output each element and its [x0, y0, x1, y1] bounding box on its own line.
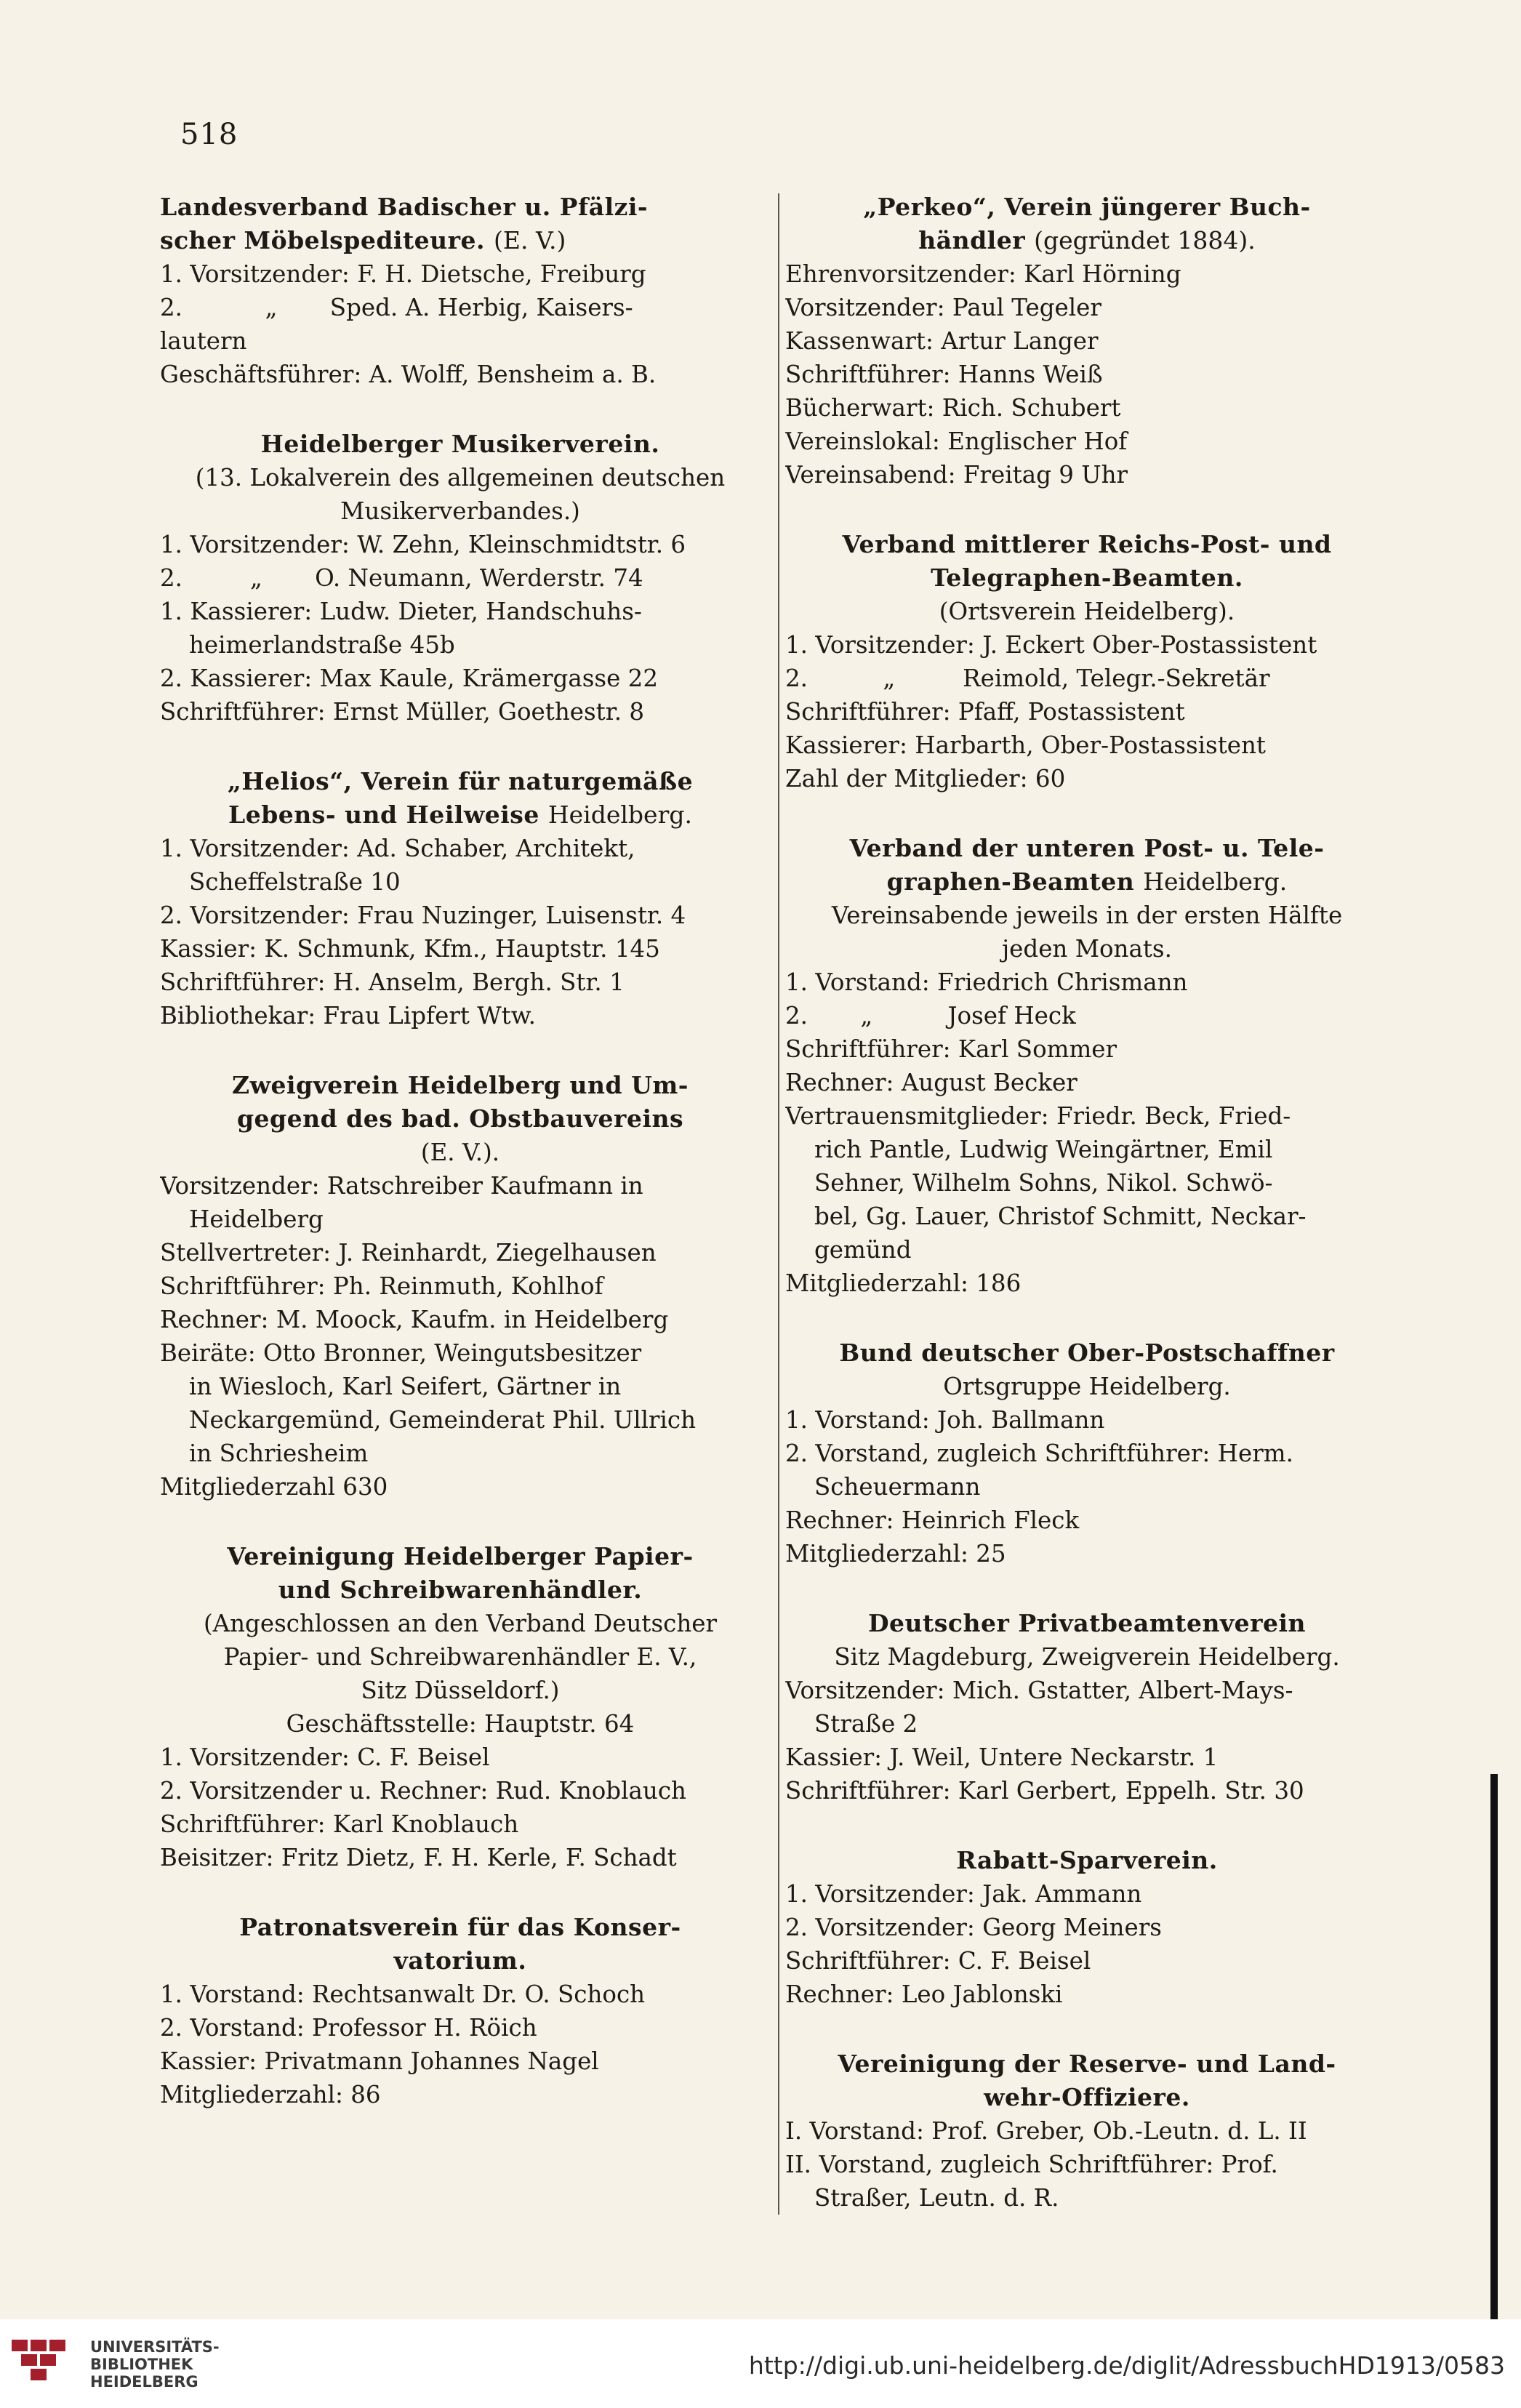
entry-line: Vereinslokal: Englischer Hof — [785, 428, 1128, 455]
entry-line: Bücherwart: Rich. Schubert — [785, 394, 1121, 422]
entry-line: 1. Vorsitzender: W. Zehn, Kleinschmidtstr. 6 — [160, 531, 686, 558]
entry-title: „Helios“, Verein für naturgemäße — [227, 767, 694, 795]
entry-line: Sehner, Wilhelm Sohns, Nikol. Schwö- — [814, 1169, 1273, 1197]
library-logo-icon — [12, 2340, 77, 2391]
entry-line: in Wiesloch, Karl Seifert, Gärtner in — [189, 1373, 622, 1400]
entry-line: 1. Vorstand: Joh. Ballmann — [785, 1406, 1105, 1434]
entry-subtitle: (Angeschlossen an den Verband Deutscher — [203, 1610, 718, 1637]
entry-line: 1. Vorsitzender: Ad. Schaber, Architekt, — [160, 835, 635, 862]
entry-line: Kassier: K. Schmunk, Kfm., Hauptstr. 145 — [160, 935, 660, 963]
entry-line: Schriftführer: C. F. Beisel — [785, 1947, 1091, 1975]
entry-subtitle: Vereinsabende jeweils in der ersten Hälfte — [831, 902, 1343, 929]
entry-line: 1. Vorsitzender: F. H. Dietsche, Freiburg — [160, 260, 646, 288]
entry-block — [160, 1540, 760, 1874]
entry-line: 2. „ Sped. A. Herbig, Kaisers- — [160, 294, 633, 321]
entry-title: Verband der unteren Post- u. Tele- — [849, 834, 1325, 862]
entry-title-note: (E. V.) — [494, 226, 566, 254]
entry-title: Rabatt-Sparverein. — [956, 1846, 1218, 1874]
library-name — [90, 2338, 220, 2391]
entry-line: Scheuermann — [814, 1473, 981, 1501]
entry-title-text: graphen-Beamten — [886, 867, 1135, 896]
entry-title-cont — [160, 798, 760, 832]
entry-subtitle: Papier- und Schreibwarenhändler E. V., — [223, 1643, 697, 1671]
entry-line: 1. Vorstand: Rechtsanwalt Dr. O. Schoch — [160, 1980, 646, 2008]
entry-subtitle: Geschäftsstelle: Hauptstr. 64 — [286, 1710, 635, 1738]
entry-line: Schriftführer: Karl Gerbert, Eppelh. Str. 30 — [785, 1777, 1304, 1805]
entry-block — [160, 428, 760, 729]
entry-line: Schriftführer: Karl Sommer — [785, 1035, 1117, 1063]
entry-line: 2. Vorsitzender: Frau Nuzinger, Luisenstr. 4 — [160, 902, 686, 929]
entry-line: Kassier: Privatmann Johannes Nagel — [160, 2047, 599, 2075]
entry-line: Schriftführer: Ernst Müller, Goethestr. 8 — [160, 698, 645, 726]
entry-subtitle: (Ortsverein Heidelberg). — [939, 598, 1235, 625]
entry-line: in Schriesheim — [189, 1440, 369, 1467]
entry-title-text: scher Möbelspediteure. — [160, 226, 486, 254]
entry-line: Mitgliederzahl: 186 — [785, 1269, 1022, 1297]
entry-line: Vorsitzender: Paul Tegeler — [785, 294, 1101, 321]
entry-block — [785, 832, 1389, 1300]
entry-line: 1. Vorstand: Friedrich Chrismann — [785, 968, 1188, 996]
entry-line: Neckargemünd, Gemeinderat Phil. Ullrich — [189, 1406, 697, 1434]
entry-line: 1. Vorsitzender: J. Eckert Ober-Postassistent — [785, 631, 1317, 659]
entry-title: Vereinigung der Reserve- und Land- — [838, 2050, 1336, 2078]
entry-line: Beiräte: Otto Bronner, Weingutsbesitzer — [160, 1339, 642, 1367]
entry-title: „Perkeo“, Verein jüngerer Buch- — [863, 193, 1311, 221]
page-edge-shadow — [1490, 1774, 1498, 2327]
entry-line: Mitgliederzahl: 86 — [160, 2081, 381, 2108]
entry-line: Straßer, Leutn. d. R. — [814, 2184, 1059, 2212]
entry-line: Heidelberg — [189, 1205, 324, 1233]
entry-line: Scheffelstraße 10 — [189, 868, 401, 896]
entry-title — [160, 190, 760, 224]
library-name-line: HEIDELBERG — [90, 2373, 198, 2391]
entry-title-note: Heidelberg. — [547, 800, 692, 829]
entry-title-cont — [160, 224, 760, 257]
entry-title-note: (gegründet 1884). — [1034, 226, 1256, 254]
entry-line: Zahl der Mitglieder: 60 — [785, 765, 1066, 792]
entry-title: Zweigverein Heidelberg und Um- — [232, 1071, 689, 1099]
entry-line: rich Pantle, Ludwig Weingärtner, Emil — [814, 1136, 1273, 1163]
entry-line: 2. Kassierer: Max Kaule, Krämergasse 22 — [160, 665, 658, 692]
entry-line: 2. „ Josef Heck — [785, 1002, 1076, 1030]
library-name-line: BIBLIOTHEK — [90, 2356, 193, 2373]
entry-subtitle: (E. V.). — [420, 1139, 500, 1166]
entry-subtitle: Sitz Düsseldorf.) — [361, 1677, 560, 1704]
entry-title: Verband mittlerer Reichs-Post- und — [842, 530, 1332, 558]
entry-title-cont: und Schreibwarenhändler. — [278, 1576, 643, 1604]
entry-line: Kassier: J. Weil, Untere Neckarstr. 1 — [785, 1743, 1219, 1771]
entry-line: 2. „ O. Neumann, Werderstr. 74 — [160, 564, 643, 592]
entry-line: II. Vorstand, zugleich Schriftführer: Prof. — [785, 2151, 1278, 2178]
entry-title-text: Landesverband Badischer u. Pfälzi- — [160, 193, 649, 221]
entry-line: Vereinsabend: Freitag 9 Uhr — [785, 461, 1128, 489]
entry-title-text: händler — [918, 226, 1026, 254]
entry-line: Mitgliederzahl: 25 — [785, 1540, 1006, 1568]
entry-line: I. Vorstand: Prof. Greber, Ob.-Leutn. d. L. II — [785, 2117, 1307, 2145]
entry-block — [785, 1844, 1389, 2011]
entry-line: Rechner: August Becker — [785, 1069, 1077, 1096]
entry-line: Vorsitzender: Mich. Gstatter, Albert-Mays- — [785, 1677, 1293, 1704]
entry-block — [785, 1607, 1389, 1807]
entry-block — [785, 1336, 1389, 1570]
entry-block — [785, 190, 1389, 491]
entry-title-note: Heidelberg. — [1143, 867, 1288, 896]
entry-line: Beisitzer: Fritz Dietz, F. H. Kerle, F. Schadt — [160, 1844, 677, 1871]
entry-line: Schriftführer: H. Anselm, Bergh. Str. 1 — [160, 968, 625, 996]
entry-block — [160, 1911, 760, 2111]
entry-block — [160, 1069, 760, 1504]
entry-title: Bund deutscher Ober-Postschaffner — [839, 1339, 1335, 1367]
page-number: 518 — [180, 118, 238, 151]
library-name-line: UNIVERSITÄTS- — [90, 2338, 220, 2356]
entry-block — [160, 190, 760, 391]
entry-title-cont — [785, 865, 1389, 899]
entry-line: Stellvertreter: J. Reinhardt, Ziegelhausen — [160, 1239, 657, 1267]
entry-line: Vertrauensmitglieder: Friedr. Beck, Fried- — [785, 1102, 1291, 1130]
entry-line: Kassierer: Harbarth, Ober-Postassistent — [785, 731, 1266, 759]
entry-title: Heidelberger Musikerverein. — [260, 430, 660, 458]
entry-title-cont: Telegraphen-Beamten. — [931, 563, 1243, 592]
entry-title: Deutscher Privatbeamtenverein — [867, 1609, 1307, 1637]
entry-subtitle: Musikerverbandes.) — [340, 497, 580, 525]
entry-title: Vereinigung Heidelberger Papier- — [227, 1542, 694, 1570]
entry-line: Rechner: M. Moock, Kaufm. in Heidelberg — [160, 1306, 669, 1333]
entry-line: Mitgliederzahl 630 — [160, 1473, 388, 1501]
left-column — [160, 190, 760, 2148]
entry-line: 1. Vorsitzender: Jak. Ammann — [785, 1880, 1142, 1908]
entry-line: heimerlandstraße 45b — [189, 631, 455, 659]
entry-block — [785, 2047, 1389, 2215]
entry-title: Patronatsverein für das Konser- — [239, 1913, 681, 1941]
right-column — [785, 190, 1389, 2251]
entry-line: Schriftführer: Karl Knoblauch — [160, 1810, 519, 1838]
entry-line: Schriftführer: Ph. Reinmuth, Kohlhof — [160, 1272, 603, 1300]
entry-line: 2. Vorstand: Professor H. Röich — [160, 2014, 537, 2042]
entry-line: lautern — [160, 327, 247, 355]
entry-subtitle: Sitz Magdeburg, Zweigverein Heidelberg. — [834, 1643, 1340, 1671]
entry-line: bel, Gg. Lauer, Christof Schmitt, Neckar- — [814, 1203, 1307, 1230]
entry-title-text: Lebens- und Heilweise — [228, 800, 539, 829]
entry-block — [785, 528, 1389, 795]
entry-line: Straße 2 — [814, 1710, 918, 1738]
entry-title-cont: wehr-Offiziere. — [984, 2083, 1190, 2111]
entry-subtitle: (13. Lokalverein des allgemeinen deutschen — [195, 464, 726, 491]
entry-line: Rechner: Heinrich Fleck — [785, 1506, 1080, 1534]
entry-line: Bibliothekar: Frau Lipfert Wtw. — [160, 1002, 537, 1030]
source-url-link[interactable]: http://digi.ub.uni-heidelberg.de/diglit/AdressbuchHD1913/0583 — [748, 2351, 1505, 2380]
entry-line: 2. Vorsitzender u. Rechner: Rud. Knoblauch — [160, 1777, 686, 1805]
entry-line: Geschäftsführer: A. Wolff, Bensheim a. B. — [160, 361, 657, 388]
entry-line: Ehrenvorsitzender: Karl Hörning — [785, 260, 1181, 288]
entry-line: 2. „ Reimold, Telegr.-Sekretär — [785, 665, 1270, 692]
column-divider — [778, 193, 779, 2215]
entry-subtitle: jeden Monats. — [1002, 935, 1172, 963]
entry-block — [160, 765, 760, 1032]
entry-title-cont: vatorium. — [393, 1946, 527, 1975]
entry-line: 1. Kassierer: Ludw. Dieter, Handschuhs- — [160, 598, 642, 625]
entry-line: Schriftführer: Pfaff, Postassistent — [785, 698, 1185, 726]
entry-line: Kassenwart: Artur Langer — [785, 327, 1099, 355]
entry-line: gemünd — [814, 1236, 912, 1264]
entry-title-cont: gegend des bad. Obstbauvereins — [236, 1104, 684, 1133]
footer-bar — [0, 2319, 1521, 2408]
entry-line: Rechner: Leo Jablonski — [785, 1980, 1063, 2008]
entry-line: 2. Vorstand, zugleich Schriftführer: Herm. — [785, 1440, 1293, 1467]
entry-line: Vorsitzender: Ratschreiber Kaufmann in — [160, 1172, 643, 1200]
entry-line: Schriftführer: Hanns Weiß — [785, 361, 1103, 388]
entry-line: 2. Vorsitzender: Georg Meiners — [785, 1914, 1162, 1941]
entry-line: 1. Vorsitzender: C. F. Beisel — [160, 1743, 490, 1771]
entry-title-cont — [785, 224, 1389, 257]
entry-subtitle: Ortsgruppe Heidelberg. — [943, 1373, 1231, 1400]
